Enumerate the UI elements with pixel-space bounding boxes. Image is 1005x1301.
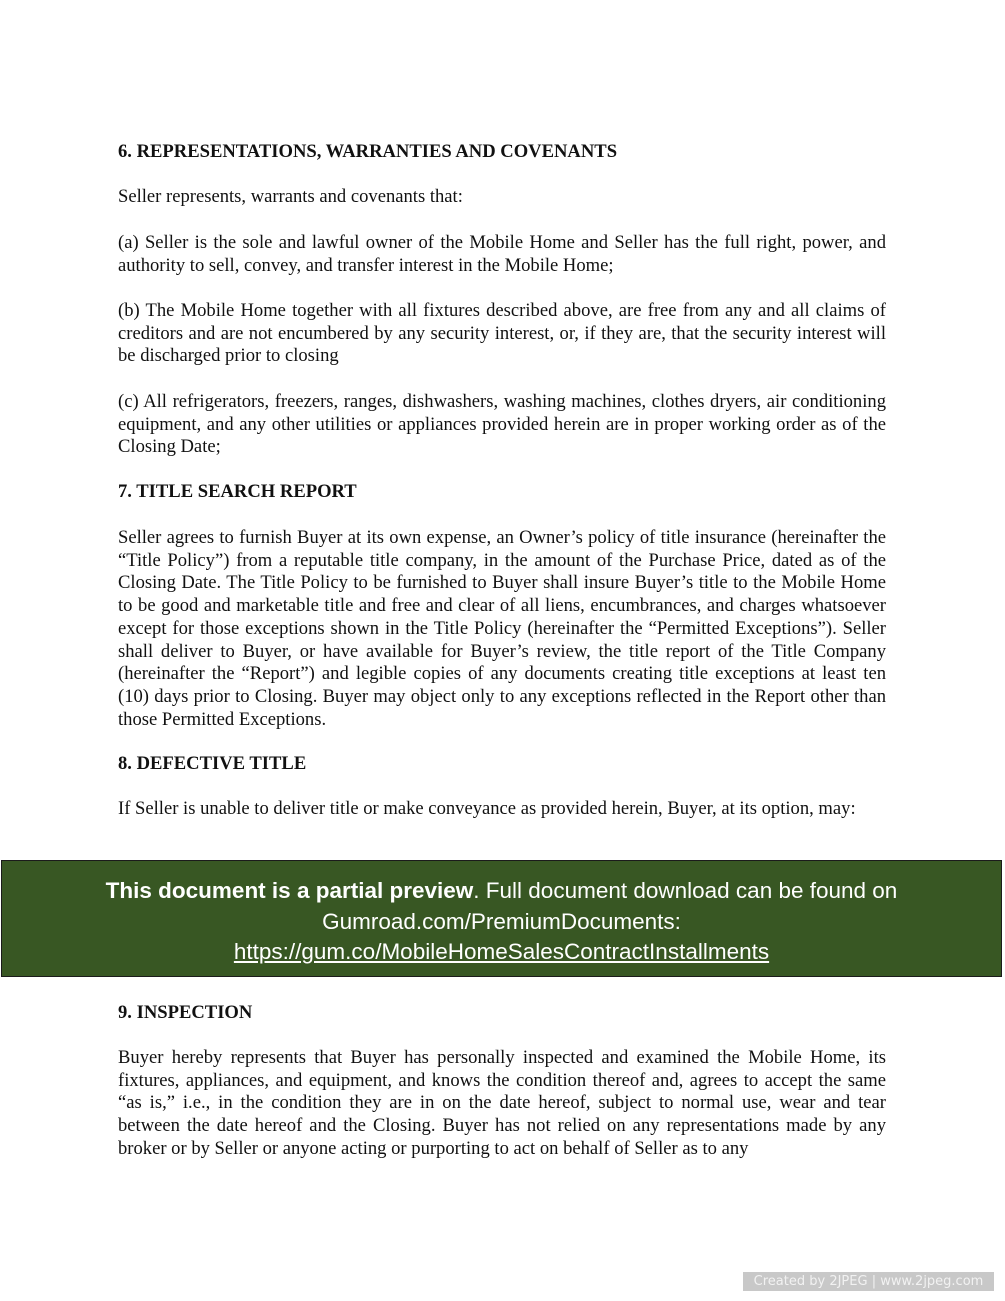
preview-banner	[1, 860, 1002, 977]
banner-bold-text: This document is a partial preview	[105, 878, 474, 903]
section-6-clause-b: (b) The Mobile Home together with all fixtures described above, are free from any and all claims of creditors and are not encumbered by any security interest, or, if they are, that the security interest will be discharged prior to closing	[118, 300, 886, 367]
section-8-heading: 8. DEFECTIVE TITLE	[118, 753, 307, 774]
section-6-heading: 6. REPRESENTATIONS, WARRANTIES AND COVENANTS	[118, 141, 618, 162]
banner-rest-text: . Full document download can be found on	[473, 878, 898, 903]
banner-line-1	[2, 876, 1001, 907]
section-9-body: Buyer hereby represents that Buyer has personally inspected and examined the Mobile Home, its fixtures, appliances, and equipment, and knows the condition thereof and, agrees to accept the same “as is,” i.e., in the condition they are in on the date hereof, subject to normal use, wear and tear between the date hereof and the Closing. Buyer has not relied on any representations made by any broker or by Seller or anyone acting or purporting to act on behalf of Seller as to any	[118, 1047, 886, 1159]
section-6-clause-a: (a) Seller is the sole and lawful owner of the Mobile Home and Seller has the full right, power, and authority to sell, convey, and transfer interest in the Mobile Home;	[118, 232, 886, 276]
section-6-intro: Seller represents, warrants and covenants that:	[118, 186, 463, 207]
download-link[interactable]: https://gum.co/MobileHomeSalesContractInstallments	[233, 939, 770, 964]
banner-line-3	[2, 937, 1001, 968]
section-7-heading: 7. TITLE SEARCH REPORT	[118, 481, 357, 502]
section-7-body: Seller agrees to furnish Buyer at its own expense, an Owner’s policy of title insurance (hereinafter the “Title Policy”) from a reputable title company, in the amount of the Purchase Price, dated as of the Closing Date. The Title Policy to be furnished to Buyer shall insure Buyer’s title to the Mobile Home to be good and marketable title and free and clear of all liens, encumbrances, and charges whatsoever except for those exceptions shown in the Title Policy (hereinafter the “Permitted Exceptions”). Seller shall deliver to Buyer, or have available for Buyer’s review, the title report of the Title Company (hereinafter the “Report”) and legible copies of any documents creating title exceptions at least ten (10) days prior to Closing. Buyer may object only to any exceptions reflected in the Report other than those Permitted Exceptions.	[118, 527, 886, 730]
banner-line-2: Gumroad.com/PremiumDocuments:	[322, 908, 681, 934]
section-9-heading: 9. INSPECTION	[118, 1002, 253, 1023]
section-8-body: If Seller is unable to deliver title or make conveyance as provided herein, Buyer, at its option, may:	[118, 798, 856, 819]
watermark: Created by 2JPEG | www.2jpeg.com	[743, 1272, 994, 1291]
section-6-clause-c: (c) All refrigerators, freezers, ranges, dishwashers, washing machines, clothes dryers, air conditioning equipment, and any other utilities or appliances provided herein are in proper working order as of the Closing Date;	[118, 391, 886, 458]
